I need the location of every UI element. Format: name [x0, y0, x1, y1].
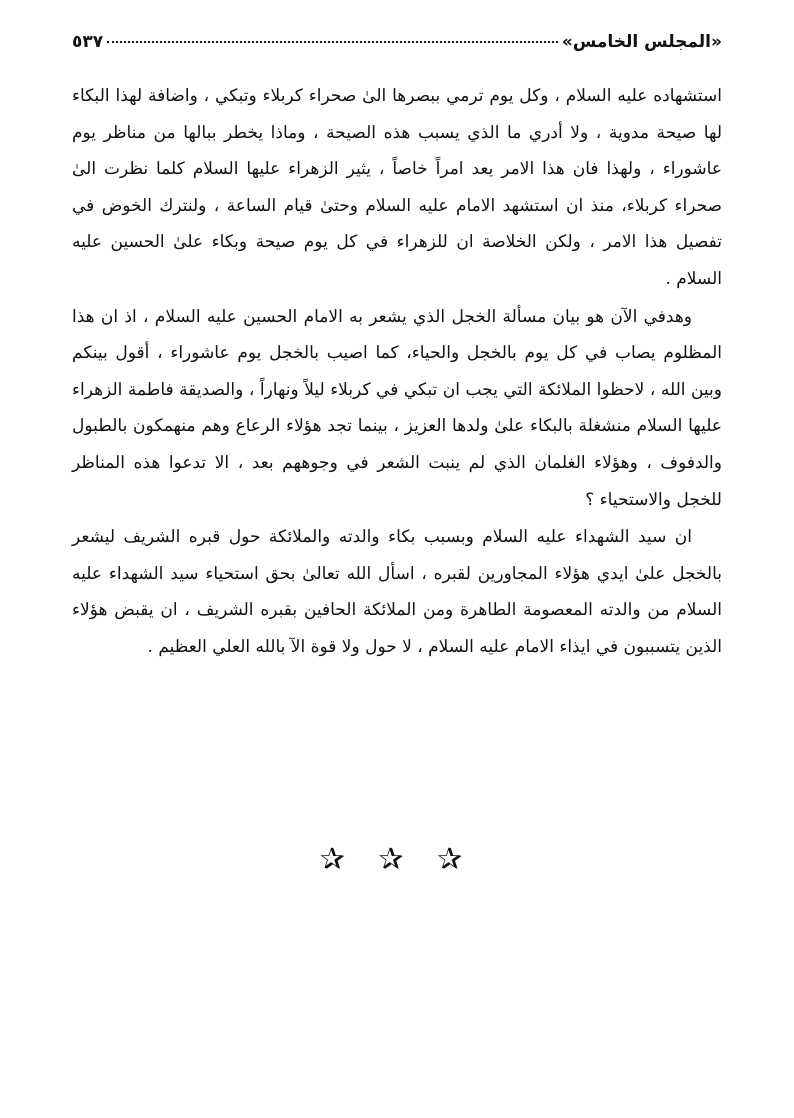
paragraph-1: استشهاده عليه السلام ، وكل يوم ترمي ببصرها الىٰ صحراء كربلاء وتبكي ، واضافة لهذا البكاء لها صيحة مدوية ، ولا أدري ما الذي يسبب هذه الصيحة ، وماذا يخطر ببالها من مناظر يوم عاشوراء ، ولهذا فان هذا الامر يعد امراً خاصاً ، يثير الزهراء عليها السلام كلما نظرت الىٰ صحراء كربلاء، منذ ان استشهد الامام عليه السلام وحتىٰ قيام الساعة ، ولنترك الخوض في تفصيل هذا الامر ، ولكن الخلاصة ان للزهراء في كل يوم صيحة وبكاء علىٰ الحسين عليه السلام . — [72, 86, 722, 289]
section-separator-stars: ✰ ✰ ✰ — [319, 842, 475, 877]
body-text — [72, 78, 722, 666]
paragraph-2: وهدفي الآن هو بيان مسألة الخجل الذي يشعر به الامام الحسين عليه السلام ، اذ ان هذا المظلوم يصاب في كل يوم بالخجل والحياء، كما اصيب بالخجل يوم عاشوراء ، أقول بينكم وبين الله ، لاحظوا الملائكة التي يجب ان تبكي في كربلاء ليلاً ونهاراً ، والصديقة فاطمة الزهراء عليها السلام منشغلة بالبكاء علىٰ ولدها العزيز ، بينما تجد هؤلاء الرعاع وهم منهمكون بالطبول والدفوف ، وهؤلاء الغلمان الذي لم ينبت الشعر في وجوههم بعد ، الا تدعوا هذه المناظر للخجل والاستحياء ؟ — [72, 306, 722, 510]
leader-dots — [107, 41, 558, 43]
page-number: ٥٣٧ — [72, 32, 104, 52]
paragraph-3: ان سيد الشهداء عليه السلام وبسبب بكاء والدته والملائكة حول قبره الشريف ليشعر بالخجل علىٰ ايدي هؤلاء المجاورين لقبره ، اسأل الله تعالىٰ بحق استحياء سيد الشهداء عليه السلام من والدته المعصومة الطاهرة ومن الملائكة الحافين بقبره الشريف ، ان يقبض هؤلاء الذين يتسببون في ايذاء الامام عليه السلام ، لا حول ولا قوة الآ بالله العلي العظيم . — [72, 527, 722, 657]
running-header — [72, 32, 722, 60]
chapter-title: «المجلس الخامس» — [561, 32, 722, 52]
